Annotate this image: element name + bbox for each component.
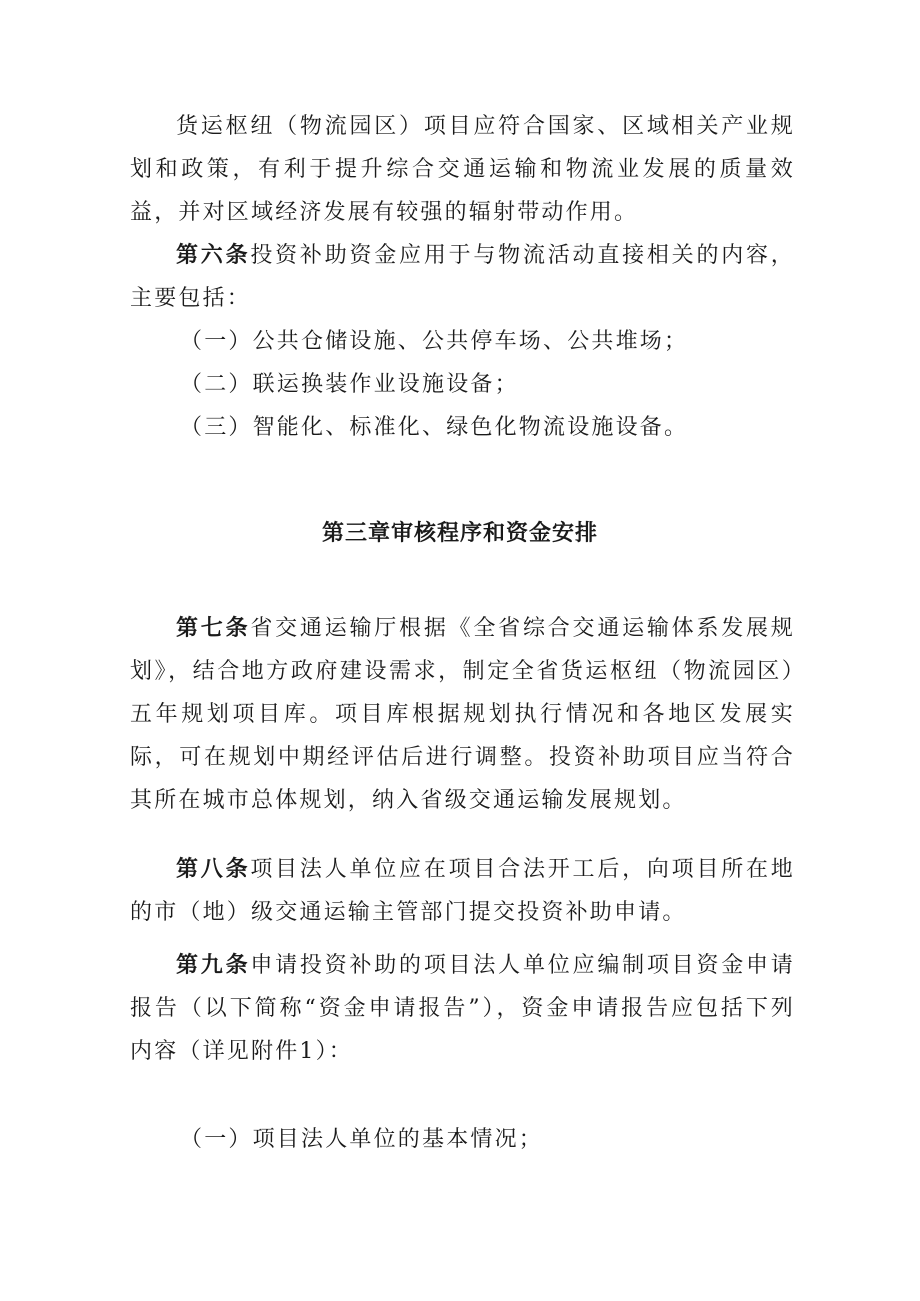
article-7: [130, 607, 795, 822]
list-item: （三）智能化、标准化、绿色化物流设施设备。: [180, 415, 689, 440]
article-text: 投资补助资金应用于与物流活动直接相关的内容，主要包括：: [130, 243, 795, 311]
article-9: [130, 944, 795, 1073]
chapter-heading: 第三章审核程序和资金安排: [321, 520, 598, 546]
article-label: 第八条: [176, 856, 251, 882]
article-text: 申请投资补助的项目法人单位应编制项目资金申请报告（以下简称“资金申请报告”），资金申请报告应包括下列内容（详见附件1）：: [130, 953, 795, 1064]
article-text: 项目法人单位应在项目合法开工后，向项目所在地的市（地）级交通运输主管部门提交投资补助申请。: [130, 857, 795, 925]
article-label: 第九条: [176, 952, 251, 978]
article-text: 省交通运输厅根据《全省综合交通运输体系发展规划》，结合地方政府建设需求，制定全省货运枢纽（物流园区）五年规划项目库。项目库根据规划执行情况和各地区发展实际，可在规划中期经评估后进行调整。投资补助项目应当符合其所在城市总体规划，纳入省级交通运输发展规划。: [130, 616, 795, 813]
paragraph-text: 货运枢纽（物流园区）项目应符合国家、区域相关产业规划和政策，有利于提升综合交通运输和物流业发展的质量效益，并对区域经济发展有较强的辐射带动作用。: [130, 114, 795, 225]
article-label: 第七条: [176, 615, 251, 641]
article-label: 第六条: [176, 242, 251, 268]
article-6: [130, 234, 795, 320]
list-item: （一）公共仓储设施、公共停车场、公共堆场；: [180, 329, 689, 354]
paragraph-hub-policy: [130, 105, 795, 234]
list-item: （一）项目法人单位的基本情况；: [180, 1127, 544, 1152]
list-item: （二）联运换装作业设施设备；: [180, 372, 519, 397]
article-8: [130, 848, 795, 934]
